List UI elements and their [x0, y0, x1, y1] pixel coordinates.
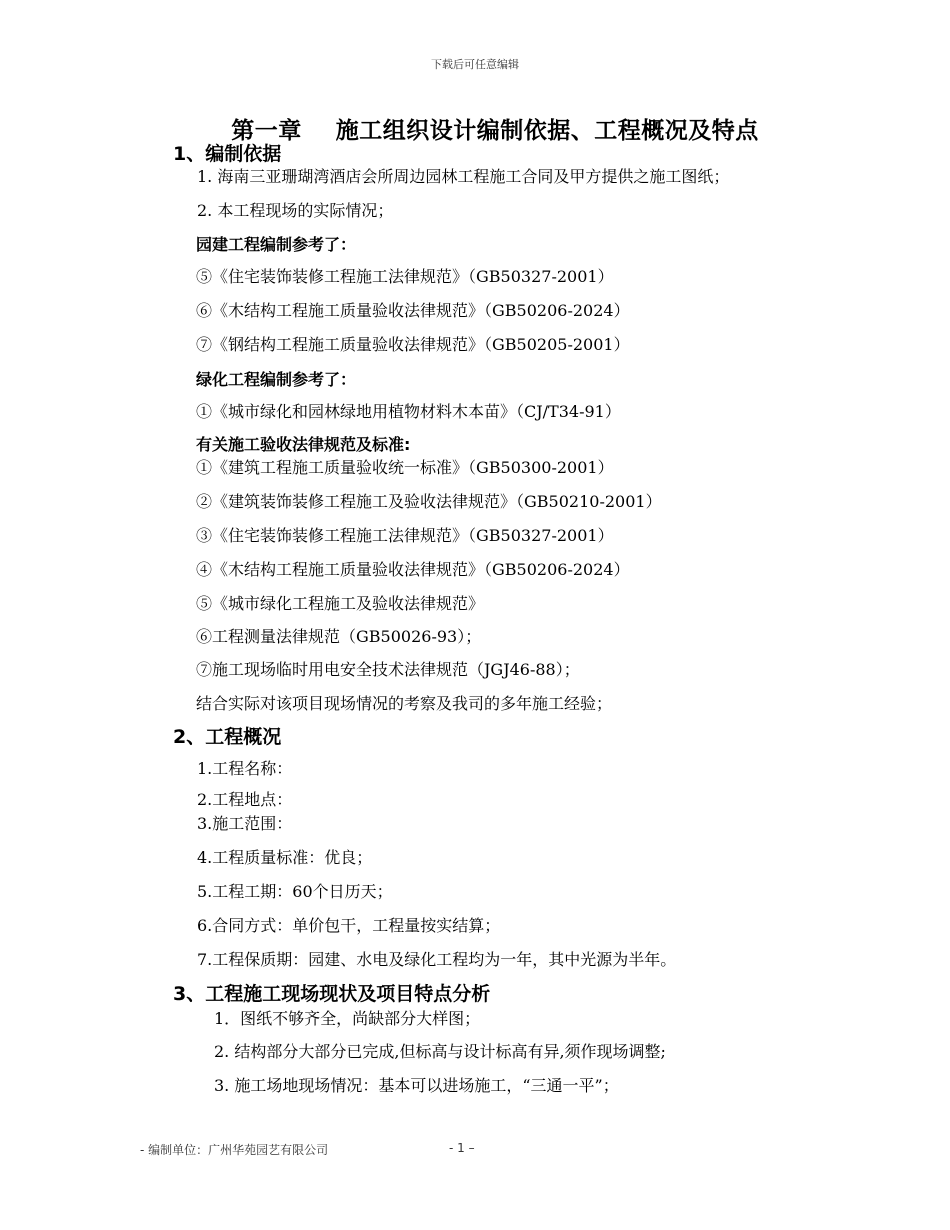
- list-item: ③《住宅装饰装修工程施工法律规范》（GB50327-2001）: [196, 526, 614, 545]
- list-item: ⑦《钢结构工程施工质量验收法律规范》（GB50205-2001）: [196, 335, 630, 354]
- list-item: 3. 施工场地现场情况：基本可以进场施工，“三通一平”；: [214, 1076, 619, 1095]
- list-item: 4.工程质量标准：优良；: [197, 848, 373, 867]
- sub-heading-garden: 园建工程编制参考了：: [196, 235, 357, 254]
- list-item: 7.工程保质期：园建、水电及绿化工程均为一年，其中光源为半年。: [197, 950, 677, 969]
- list-item: ⑥工程测量法律规范（GB50026-93）；: [196, 627, 482, 646]
- list-item: ②《建筑装饰装修工程施工及验收法律规范》（GB50210-2001）: [196, 492, 662, 511]
- sub-heading-acceptance: 有关施工验收法律规范及标准:: [196, 435, 411, 454]
- list-item: 3.施工范围：: [197, 814, 293, 833]
- section-heading-site-analysis: 3、工程施工现场现状及项目特点分析: [173, 983, 491, 1005]
- sub-heading-greening: 绿化工程编制参考了：: [196, 370, 357, 389]
- list-item: 结合实际对该项目现场情况的考察及我司的多年施工经验；: [196, 694, 613, 713]
- list-item: ⑤《城市绿化工程施工及验收法律规范》: [196, 594, 485, 613]
- list-item: ①《城市绿化和园林绿地用植物材料木本苗》（CJ/T34-91）: [196, 402, 621, 421]
- list-item: ⑥《木结构工程施工质量验收法律规范》（GB50206-2024）: [196, 301, 630, 320]
- footer-unit: - 编制单位：广州华苑园艺有限公司: [140, 1143, 329, 1157]
- basis-line: 2. 本工程现场的实际情况；: [197, 201, 394, 220]
- chapter-title: 第一章 施工组织设计编制依据、工程概况及特点: [231, 118, 759, 144]
- list-item: ⑤《住宅装饰装修工程施工法律规范》（GB50327-2001）: [196, 267, 614, 286]
- section-heading-basis: 1、编制依据: [173, 143, 282, 165]
- page-header-note: 下载后可任意编辑: [431, 58, 519, 71]
- footer-page-number: - 1 –: [449, 1141, 475, 1155]
- list-item: ①《建筑工程施工质量验收统一标准》（GB50300-2001）: [196, 458, 614, 477]
- list-item: 2.工程地点：: [197, 790, 293, 809]
- list-item: ④《木结构工程施工质量验收法律规范》（GB50206-2024）: [196, 560, 630, 579]
- section-heading-overview: 2、工程概况: [173, 726, 282, 748]
- basis-line: 1. 海南三亚珊瑚湾酒店会所周边园林工程施工合同及甲方提供之施工图纸；: [197, 167, 730, 186]
- list-item: 1.工程名称：: [197, 759, 293, 778]
- list-item: 6.合同方式：单价包干，工程量按实结算；: [197, 916, 501, 935]
- list-item: ⑦施工现场临时用电安全技术法律规范（JGJ46-88）；: [196, 660, 580, 679]
- list-item: 5.工程工期：60个日历天；: [197, 882, 393, 901]
- list-item: 2. 结构部分大部分已完成,但标高与设计标高有异,须作现场调整;: [214, 1042, 666, 1061]
- list-item: 1．图纸不够齐全，尚缺部分大样图；: [214, 1009, 481, 1028]
